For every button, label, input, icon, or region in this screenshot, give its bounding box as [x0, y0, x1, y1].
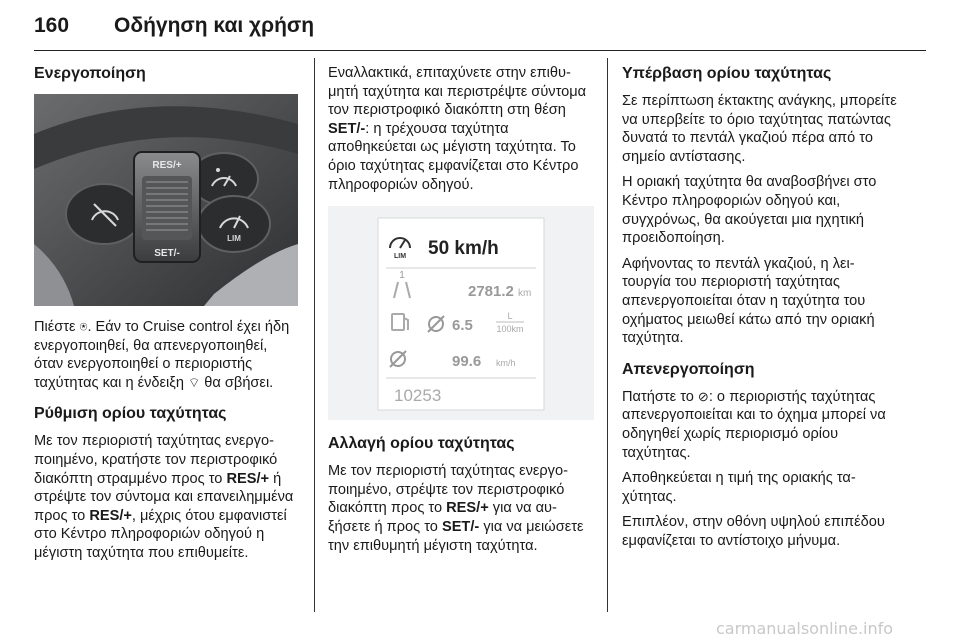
- average-speed-unit: km/h: [496, 358, 516, 369]
- paragraph-exceed-1: Σε περίπτωση έκτακτης ανάγκης, μπορείτε να υπερβείτε το όριο ταχύτητας πατώντας δυνατά το πεντάλ γκαζιού πέρα από το σημείο αντίστασης.: [622, 93, 897, 165]
- trip-digit: 1: [399, 270, 405, 282]
- limit-speed: 50 km/h: [428, 238, 499, 260]
- paragraph-exceed-3: Αφήνοντας το πεντάλ γκαζιού, η λειτουργία του περιοριστή ταχύτητας απενεργοποιείται όταν η ταχύτητα του οχήματος μειωθεί κάτω από την οριακή ταχύτητα.: [622, 255, 875, 347]
- heading-deactivation: Απενεργοποίηση: [622, 360, 755, 378]
- limiter-off-icon: ⊘: [697, 388, 709, 404]
- paragraph-deactivate-2: Αποθηκεύεται η τιμή της οριακής ταχύτητας.: [622, 470, 856, 505]
- steering-wheel-illustration: [34, 94, 298, 306]
- page-title: Οδήγηση και χρήση: [114, 14, 315, 37]
- header-divider: [34, 50, 926, 51]
- fuel-unit-top: L: [507, 311, 513, 322]
- cruise-icon: ⌔: [188, 374, 201, 390]
- paragraph-exceed-2: Η οριακή ταχύτητα θα αναβοσβήνει στο Κέντρο πληροφοριών οδηγού και, συγχρόνως, θα ακούγεται μια ηχητική προειδοποίηση.: [622, 174, 877, 247]
- watermark: carmanualsonline.info: [716, 619, 894, 638]
- odometer-unit: km: [518, 288, 532, 300]
- paragraph-deactivate: Πατήστε το ⊘: ο περιοριστής ταχύτητας απενεργοποιείται και το όχημα μπορεί να οδηγηθεί χωρίς περιορισμό ορίου ταχύτητας.: [622, 388, 886, 461]
- fuel-consumption-value: 6.5: [452, 317, 473, 335]
- total-odometer: 10253: [394, 386, 442, 406]
- limiter-icon: ⍟: [79, 319, 88, 334]
- paragraph-deactivate-3: Επιπλέον, στην οθόνη υψηλού επιπέδου εμφανίζεται το αντίστοιχο μήνυμα.: [622, 514, 885, 549]
- paragraph-alternative: Εναλλακτικά, επιταχύνετε στην επιθυμητή ταχύτητα και περιστρέψτε σύντομα τον περιστροφικό διακόπτη στη θέση SET/-: η τρέχουσα ταχύτητα αποθηκεύεται ως μέγιστη ταχύτητα. Το όριο ταχύτητας εμφανίζεται στο Κέντρο πληροφοριών οδηγού.: [328, 65, 587, 193]
- page-header: [34, 10, 926, 46]
- steering-wheel-figure: [34, 94, 298, 306]
- fuel-unit-bottom: 100km: [496, 324, 524, 335]
- average-speed-value: 99.6: [452, 353, 482, 371]
- lim-label: LIM: [227, 234, 241, 243]
- paragraph-setting: Με τον περιοριστή ταχύτητας ενεργοποιημένο, κρατήστε τον περιστροφικό διακόπτη στραμμένο προς το RES/+ ή στρέψτε τον σύντομα και επανειλημμένα προς το RES/+, μέχρις ότου εμφανιστεί στο Κέντρο πληροφοριών οδηγού η μέγιστη ταχύτητα που επιθυμείτε.: [34, 433, 294, 561]
- column-1: [34, 64, 298, 570]
- column-2: [328, 64, 594, 562]
- lim-display-label: LIM: [393, 253, 407, 261]
- odometer-value: 2781.2: [468, 283, 514, 301]
- res-label: RES/+: [152, 160, 182, 171]
- driver-info-display-figure: [328, 206, 594, 420]
- column-divider-1: [314, 58, 315, 612]
- column-3: [622, 64, 898, 557]
- paragraph-change: Με τον περιοριστή ταχύτητας ενεργοποιημένο, στρέψτε τον περιστροφικό διακόπτη προς το RES/+ για να αυξήσετε ή προς το SET/- για να μειώσετε την επιθυμητή μέγιστη ταχύτητα.: [328, 463, 584, 554]
- page-number: 160: [34, 14, 70, 37]
- driver-info-display: [328, 206, 594, 420]
- heading-activation: Ενεργοποίηση: [34, 65, 146, 82]
- heading-setting: Ρύθμιση ορίου ταχύτητας: [34, 405, 227, 423]
- set-label: SET/-: [154, 248, 180, 259]
- heading-change: Αλλαγή ορίου ταχύτητας: [328, 435, 515, 453]
- column-divider-2: [607, 58, 608, 612]
- heading-exceed: Υπέρβαση ορίου ταχύτητας: [622, 65, 832, 82]
- paragraph-press: Πιέστε ⍟. Εάν το Cruise control έχει ήδη ενεργοποιηθεί, θα απενεργοποιηθεί, όταν ενεργοποιηθεί ο περιοριστής ταχύτητας και η ένδειξη ⌔ θα σβήσει.: [34, 319, 290, 391]
